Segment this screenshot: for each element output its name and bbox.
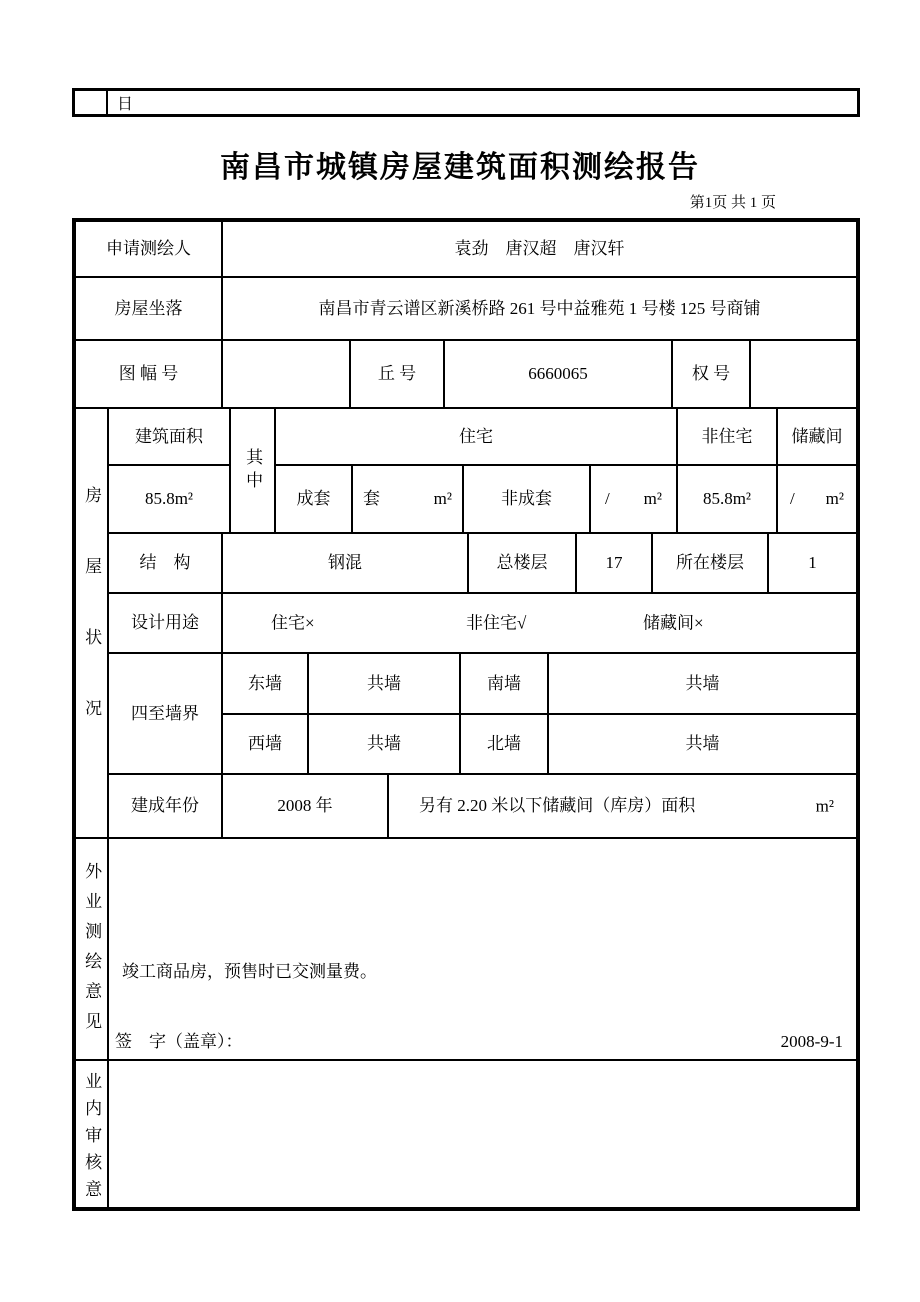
- north-wall-label: 北墙: [460, 714, 548, 774]
- design-use-value-cell: [222, 593, 857, 653]
- complete-set-unit-cell: [352, 465, 463, 533]
- east-wall-value: 共墙: [308, 653, 460, 714]
- section-divider-line: [75, 407, 857, 409]
- incomplete-set-value-cell: [590, 465, 677, 533]
- storage-header: 储藏间: [777, 408, 857, 465]
- low-storage-note-cell: [388, 774, 857, 838]
- design-use-storage: 储藏间×: [643, 613, 704, 633]
- parcel-no-label: 丘 号: [350, 340, 444, 408]
- west-wall-value: 共墙: [308, 714, 460, 774]
- housing-status-section-label: 房屋状况: [75, 408, 108, 838]
- non-residential-value: 85.8m²: [677, 465, 777, 533]
- south-wall-value: 共墙: [548, 653, 857, 714]
- wall-boundaries-label: 四至墙界: [108, 653, 222, 774]
- incomplete-set-unit: m²: [643, 489, 662, 509]
- office-review-section-label: 业内审核意: [75, 1060, 108, 1208]
- storage-unit: m²: [825, 489, 844, 509]
- right-no-value: [750, 340, 857, 408]
- year-built-value: 2008 年: [222, 774, 388, 838]
- applicant-value: 袁劲 唐汉超 唐汉轩: [222, 221, 857, 277]
- field-survey-section-label: 外业测绘意见: [75, 838, 108, 1060]
- field-survey-note: 竣工商品房，预售时已交测量费。: [122, 962, 377, 981]
- report-table: [72, 218, 860, 1211]
- located-floor-value: 1: [768, 533, 857, 593]
- design-use-residential: 住宅×: [271, 613, 315, 633]
- office-review-content-cell: [108, 1060, 857, 1208]
- field-survey-content-cell: [108, 838, 857, 1060]
- incomplete-set-value: /: [605, 489, 610, 509]
- among-which-label: 其中: [230, 408, 275, 533]
- low-storage-note: 另有 2.20 米以下储藏间（库房）面积: [419, 796, 696, 816]
- south-wall-label: 南墙: [460, 653, 548, 714]
- page-number-info: 第1页 共 1 页: [689, 195, 776, 211]
- storage-value: /: [790, 489, 795, 509]
- applicant-label: 申请测绘人: [75, 221, 222, 277]
- survey-date: 2008-9-1: [780, 1031, 843, 1051]
- top-box-empty-cell: [75, 91, 108, 114]
- floor-area-label: 建筑面积: [108, 408, 230, 465]
- signature-seal-label: 签 字（盖章）：: [115, 1031, 243, 1051]
- top-corner-box: [72, 88, 860, 117]
- year-built-label: 建成年份: [108, 774, 222, 838]
- section-divider-line: [75, 1059, 857, 1061]
- structure-label: 结 构: [108, 533, 222, 593]
- map-sheet-label: 图 幅 号: [75, 340, 222, 408]
- top-box-day-label: 日: [117, 96, 134, 113]
- parcel-no-value: 6660065: [444, 340, 672, 408]
- map-sheet-value: [222, 340, 350, 408]
- complete-set-unit: m²: [433, 489, 452, 509]
- storage-value-cell: [777, 465, 857, 533]
- location-label: 房屋坐落: [75, 277, 222, 340]
- north-wall-value: 共墙: [548, 714, 857, 774]
- low-storage-note-unit: m²: [815, 796, 834, 816]
- design-use-label: 设计用途: [108, 593, 222, 653]
- non-residential-header: 非住宅: [677, 408, 777, 465]
- incomplete-set-label: 非成套: [463, 465, 590, 533]
- location-value: 南昌市青云谱区新溪桥路 261 号中益雅苑 1 号楼 125 号商铺: [222, 277, 857, 340]
- section-divider-line: [75, 837, 857, 839]
- design-use-non-residential: 非住宅√: [466, 613, 527, 633]
- floor-area-value: 85.8m²: [108, 465, 230, 533]
- total-floors-label: 总楼层: [468, 533, 576, 593]
- complete-set-prefix: 套: [363, 489, 380, 509]
- page-title: 南昌市城镇房屋建筑面积测绘报告: [220, 151, 700, 184]
- total-floors-value: 17: [576, 533, 652, 593]
- located-floor-label: 所在楼层: [652, 533, 768, 593]
- complete-set-label: 成套: [275, 465, 352, 533]
- residential-header: 住宅: [275, 408, 677, 465]
- right-no-label: 权 号: [672, 340, 750, 408]
- structure-value: 钢混: [222, 533, 468, 593]
- east-wall-label: 东墙: [222, 653, 308, 714]
- west-wall-label: 西墙: [222, 714, 308, 774]
